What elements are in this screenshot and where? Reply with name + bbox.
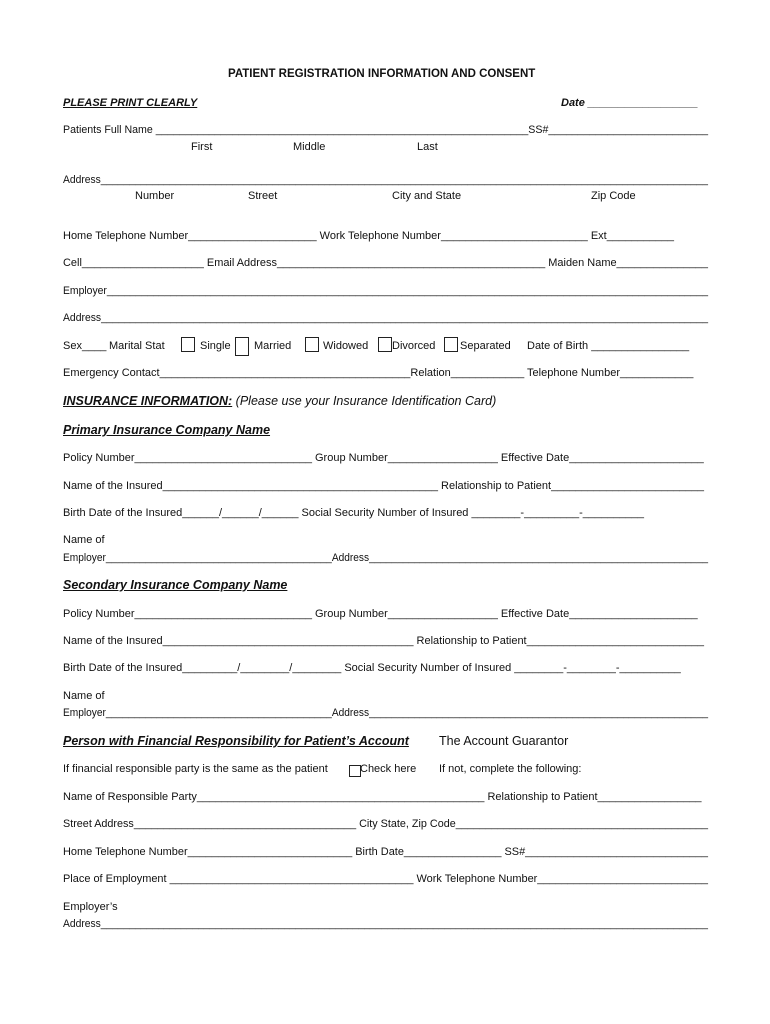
guarantor-heading: Person with Financial Responsibility for Patient’s Account — [63, 734, 409, 748]
single-checkbox[interactable] — [181, 337, 195, 352]
sex-field[interactable]: Sex____ — [63, 340, 107, 352]
primary-birth-ssn-fields[interactable]: Birth Date of the Insured______/______/______ Social Security Number of Insured ________-_________-__________ — [63, 507, 644, 519]
guarantor-employment-fields[interactable]: Place of Employment ________________________________________ Work Telephone Number____________________________ — [63, 873, 708, 885]
married-label: Married — [254, 340, 292, 352]
primary-insured-fields[interactable]: Name of the Insured_____________________________________________ Relationship to Patient_________________________ — [63, 480, 705, 492]
name-last-label: Last — [417, 141, 438, 153]
emergency-contact-field[interactable]: Emergency Contact_________________________________________Relation____________ Telephone Number____________ — [63, 367, 694, 379]
primary-employer-label: Name of — [63, 534, 105, 546]
separated-checkbox[interactable] — [444, 337, 458, 352]
divorced-label: Divorced — [392, 340, 436, 352]
name-middle-label: Middle — [293, 141, 326, 153]
marital-status-label: Marital Stat — [109, 340, 165, 352]
guarantor-employer-label: Employer’s — [63, 901, 118, 913]
insurance-heading-note: (Please use your Insurance Identification Card) — [232, 394, 497, 408]
patient-address-field[interactable]: Address__________________________________________________________________________________________________________ — [63, 174, 709, 186]
guarantor-street-fields[interactable]: Street Address_____________________________________ City State, Zip Code__________________________________________ — [63, 818, 708, 830]
cell-email-maiden-fields[interactable]: Cell____________________ Email Address____________________________________________ Maiden Name_______________ — [63, 257, 709, 269]
guarantor-phone-fields[interactable]: Home Telephone Number___________________________ Birth Date________________ SS#______________________________ — [63, 846, 708, 858]
employer-address-field[interactable]: Address_________________________________________________________________________________________________________ — [63, 312, 709, 324]
date-of-birth-field[interactable]: Date of Birth ________________ — [527, 340, 690, 352]
single-label: Single — [200, 340, 231, 352]
date-field[interactable]: Date __________________ — [561, 97, 699, 109]
employer-field[interactable]: Employer________________________________________________________________________________________________________ — [63, 285, 709, 297]
widowed-checkbox[interactable] — [305, 337, 319, 352]
addr-number-label: Number — [135, 190, 175, 202]
guarantor-employer-address-field[interactable]: Address__________________________________________________________________________________________________________ — [63, 918, 709, 930]
separated-label: Separated — [460, 340, 511, 352]
secondary-birth-ssn-fields[interactable]: Birth Date of the Insured_________/________/________ Social Security Number of Insured ________-________-__________ — [63, 662, 681, 674]
same-as-patient-label: If financial responsible party is the same as the patient — [63, 763, 328, 775]
insurance-heading-row — [63, 395, 496, 408]
insurance-heading: INSURANCE INFORMATION: — [63, 394, 233, 408]
form-title: PATIENT REGISTRATION INFORMATION AND CONSENT — [228, 68, 536, 80]
secondary-policy-fields[interactable]: Policy Number_____________________________ Group Number__________________ Effective Date_____________________ — [63, 608, 698, 620]
primary-policy-fields[interactable]: Policy Number_____________________________ Group Number__________________ Effective Date______________________ — [63, 452, 704, 464]
married-checkbox[interactable] — [235, 337, 249, 356]
primary-insurance-heading: Primary Insurance Company Name — [63, 423, 271, 437]
secondary-employer-label: Name of — [63, 690, 105, 702]
addr-zip-label: Zip Code — [591, 190, 636, 202]
name-first-label: First — [191, 141, 213, 153]
phone-fields[interactable]: Home Telephone Number_____________________ Work Telephone Number________________________ Ext___________ — [63, 230, 675, 242]
addr-street-label: Street — [248, 190, 278, 202]
divorced-checkbox[interactable] — [378, 337, 392, 352]
primary-employer-fields[interactable]: Employer________________________________________Address____________________________________________________________ — [63, 552, 709, 564]
widowed-label: Widowed — [323, 340, 369, 352]
patient-full-name-field[interactable]: Patients Full Name _______________________________________________________________SS#___________________________ — [63, 124, 709, 136]
secondary-employer-fields[interactable]: Employer________________________________________Address____________________________________________________________ — [63, 707, 709, 719]
secondary-insured-fields[interactable]: Name of the Insured_________________________________________ Relationship to Patient_____________________________ — [63, 635, 705, 647]
print-note: PLEASE PRINT CLEARLY — [63, 97, 198, 109]
addr-city-label: City and State — [392, 190, 462, 202]
account-guarantor-label: The Account Guarantor — [439, 734, 569, 748]
if-not-label: If not, complete the following: — [439, 763, 582, 775]
responsible-party-fields[interactable]: Name of Responsible Party_______________________________________________ Relationship to Patient_________________ — [63, 791, 702, 803]
secondary-insurance-heading: Secondary Insurance Company Name — [63, 578, 288, 592]
check-here-label: Check here — [360, 763, 417, 775]
